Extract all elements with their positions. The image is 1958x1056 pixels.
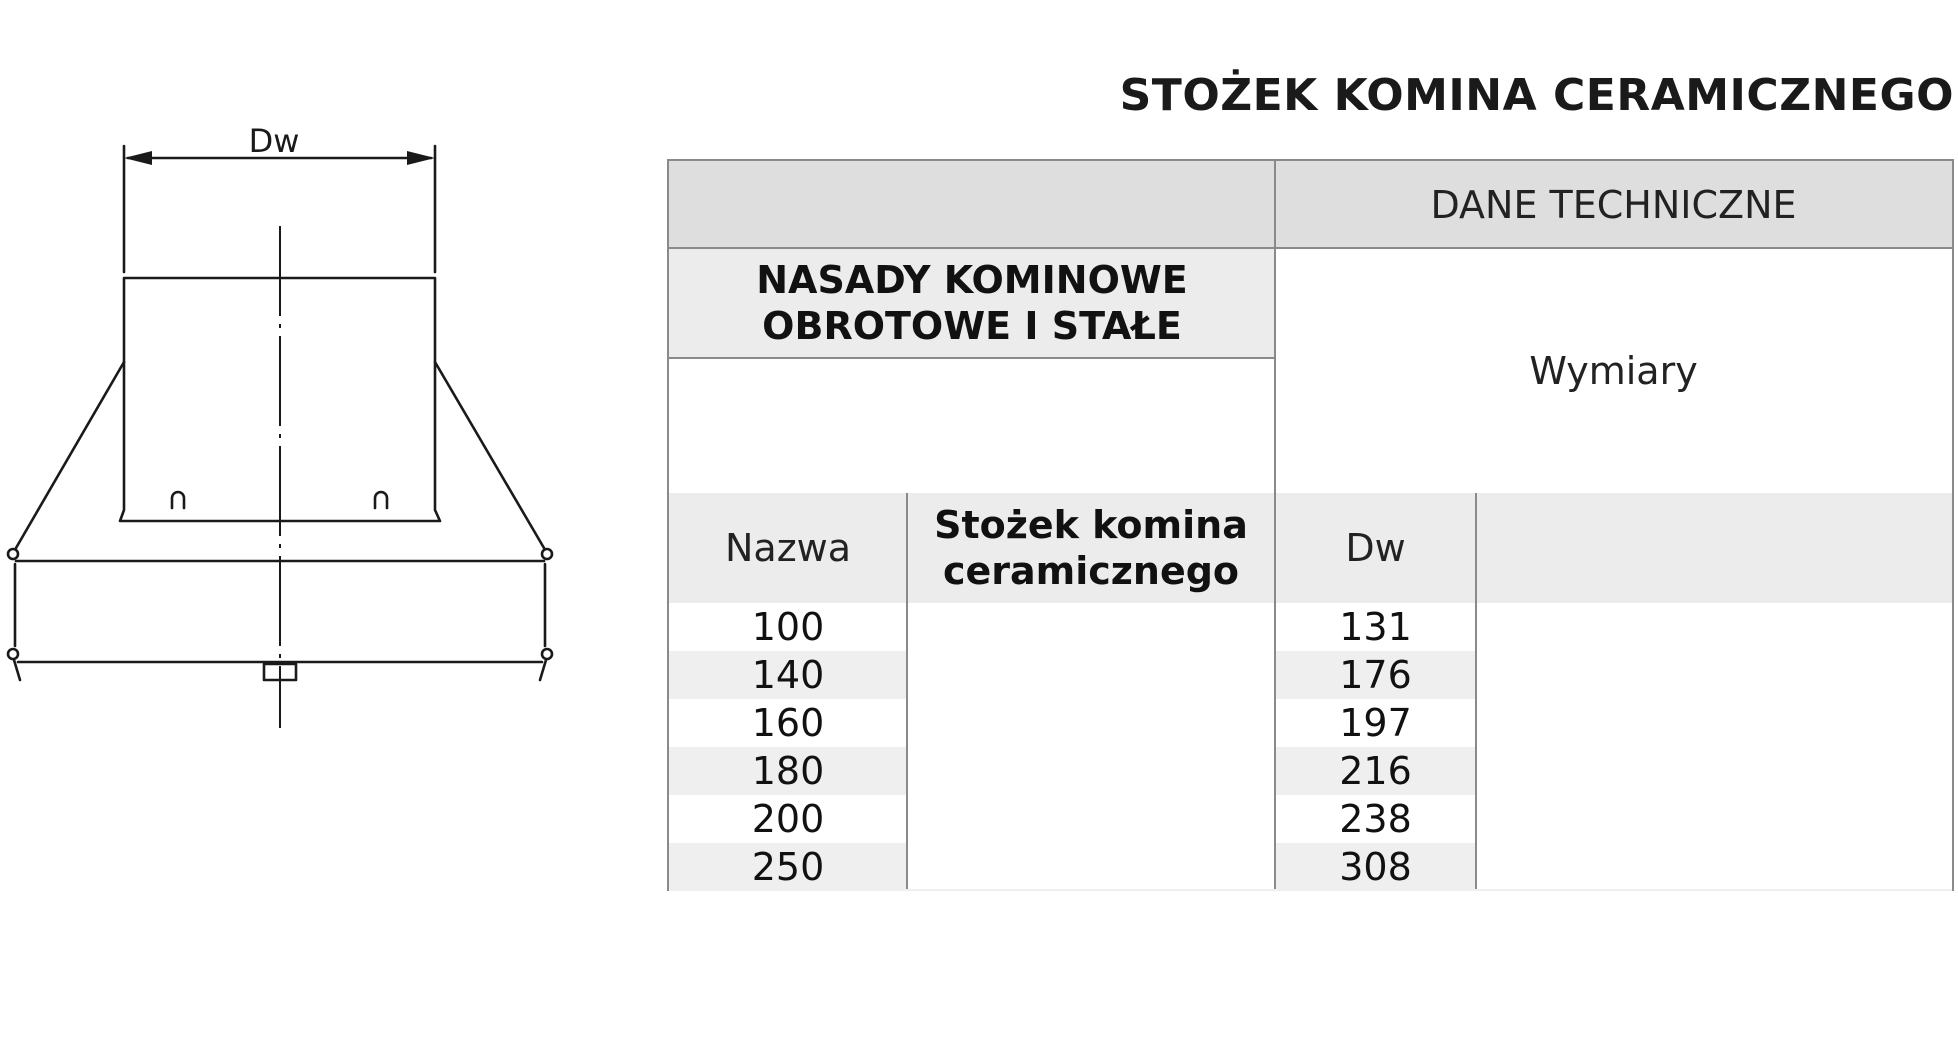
group-label-cell <box>669 248 1275 358</box>
row-1-dw: 131 <box>1339 605 1412 649</box>
row-3-name: 160 <box>751 701 825 745</box>
col-header-name-label: Nazwa <box>724 526 852 570</box>
loop-mark-left <box>172 492 184 508</box>
grid-line-v-mid <box>1274 161 1276 889</box>
header-technical-data <box>1275 161 1952 248</box>
row-5-name: 200 <box>751 797 825 841</box>
loop-mark-right <box>375 492 387 508</box>
dimension-label: Dw <box>248 122 300 160</box>
technical-data-table <box>667 159 1954 891</box>
empty-column-body <box>1476 603 1952 889</box>
grid-line-h2 <box>669 357 1275 359</box>
col-header-product-line2: ceramicznego <box>942 549 1240 593</box>
header-technical-data-label: DANE TECHNICZNE <box>1430 182 1797 227</box>
page-title: STOŻEK KOMINA CERAMICZNEGO <box>1119 70 1954 121</box>
dimensions-label: Wymiary <box>1529 348 1698 393</box>
header-empty-cell <box>669 161 1275 248</box>
row-6-name: 250 <box>751 845 825 889</box>
dimension-arrow-left <box>124 151 152 165</box>
dimensions-label-cell <box>1275 248 1952 493</box>
knob-left-bottom <box>8 649 18 659</box>
group-label-line1: NASADY KOMINOWE <box>756 258 1188 302</box>
row-1-name: 100 <box>751 605 825 649</box>
group-label-line2: OBROTOWE I STAŁE <box>762 304 1182 348</box>
row-2-name: 140 <box>751 653 825 697</box>
knob-right-bottom <box>542 649 552 659</box>
technical-drawing <box>0 0 640 760</box>
row-3-dw: 197 <box>1339 701 1412 745</box>
col-header-product <box>907 493 1275 603</box>
row-4-name: 180 <box>751 749 825 793</box>
knob-left-top <box>8 549 18 559</box>
col-header-dw <box>1275 493 1476 603</box>
row-4-dw: 216 <box>1339 749 1412 793</box>
col-header-dw-label: Dw <box>1345 526 1406 570</box>
col-header-product-line1: Stożek komina <box>934 503 1248 547</box>
grid-line-v-name <box>906 493 908 889</box>
row-6-dw: 308 <box>1339 845 1412 889</box>
col-header-empty <box>1476 493 1952 603</box>
cone-left-side <box>16 362 124 548</box>
cone-right-side <box>435 362 544 548</box>
row-2-dw: 176 <box>1339 653 1412 697</box>
dimension-arrow-right <box>407 151 435 165</box>
product-column-body <box>907 603 1275 889</box>
grid-line-v-dw <box>1475 493 1477 889</box>
row-5-dw: 238 <box>1339 797 1412 841</box>
knob-right-top <box>542 549 552 559</box>
grid-line-h1 <box>669 247 1952 249</box>
col-header-name <box>669 493 907 603</box>
